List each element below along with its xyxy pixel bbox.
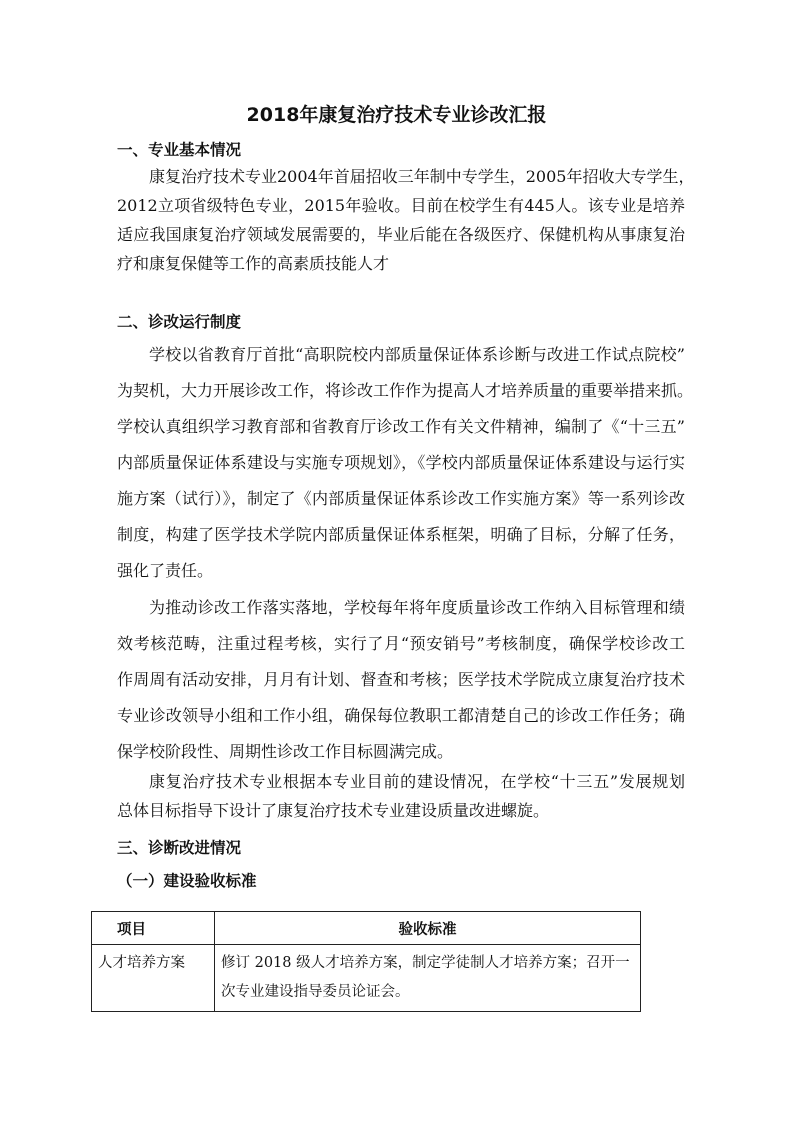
text-line: 为推动诊改工作落实落地，学校每年将年度质量诊改工作纳入目标管理和绩 <box>149 598 685 617</box>
text-line: 强化了责任。 <box>117 561 214 580</box>
text-line: 效考核范畴，注重过程考核，实行了月“预安销号”考核制度，确保学校诊改工 <box>117 634 685 653</box>
text-line: 2012立项省级特色专业，2015年验收。目前在校学生有445人。该专业是培养 <box>117 196 685 215</box>
text-line: 施方案（试行）》，制定了《内部质量保证体系诊改工作实施方案》等一系列诊改 <box>117 489 685 508</box>
text-line: 适应我国康复治疗领域发展需要的，毕业后能在各级医疗、保健机构从事康复治 <box>117 225 685 244</box>
cell-item: 人才培养方案 <box>92 945 215 1012</box>
table-header-row <box>92 912 641 945</box>
text-line: 制度，构建了医学技术学院内部质量保证体系框架，明确了目标，分解了任务， <box>117 525 685 544</box>
text-line: 为契机，大力开展诊改工作，将诊改工作作为提高人才培养质量的重要举措来抓。 <box>117 381 694 400</box>
section-heading-2: 二、诊改运行制度 <box>117 313 242 331</box>
header-standard: 验收标准 <box>215 912 641 945</box>
text-line: 学校认真组织学习教育部和省教育厅诊改工作有关文件精神，编制了《“十三五” <box>117 417 685 436</box>
text-line: 总体目标指导下设计了康复治疗技术专业建设质量改进螺旋。 <box>117 801 550 820</box>
section-heading-1: 一、专业基本情况 <box>117 141 242 159</box>
acceptance-standards-table <box>91 911 641 1012</box>
text-line: 康复治疗技术专业2004年首届招收三年制中专学生，2005年招收大专学生， <box>149 167 695 186</box>
header-item: 项目 <box>92 912 215 945</box>
cell-standard: 修订 2018 级人才培养方案，制定学徒制人才培养方案；召开一次专业建设指导委员论证会。 <box>215 945 641 1012</box>
document-title: 2018年康复治疗技术专业诊改汇报 <box>246 104 547 126</box>
text-line: 保学校阶段性、周期性诊改工作目标圆满完成。 <box>117 742 454 761</box>
text-line: 康复治疗技术专业根据本专业目前的建设情况，在学校“十三五”发展规划 <box>149 772 685 791</box>
text-line: 内部质量保证体系建设与实施专项规划》，《学校内部质量保证体系建设与运行实 <box>117 453 685 472</box>
text-line: 疗和康复保健等工作的高素质技能人才 <box>117 254 390 273</box>
section-heading-3: 三、诊断改进情况 <box>117 839 242 857</box>
text-line: 学校以省教育厅首批“高职院校内部质量保证体系诊断与改进工作试点院校” <box>149 345 685 364</box>
table-row <box>92 945 641 1012</box>
text-line: 专业诊改领导小组和工作小组，确保每位教职工都清楚自己的诊改工作任务；确 <box>117 706 685 725</box>
subsection-heading: （一）建设验收标准 <box>117 872 257 890</box>
text-line: 作周周有活动安排，月月有计划、督查和考核；医学技术学院成立康复治疗技术 <box>117 670 685 689</box>
